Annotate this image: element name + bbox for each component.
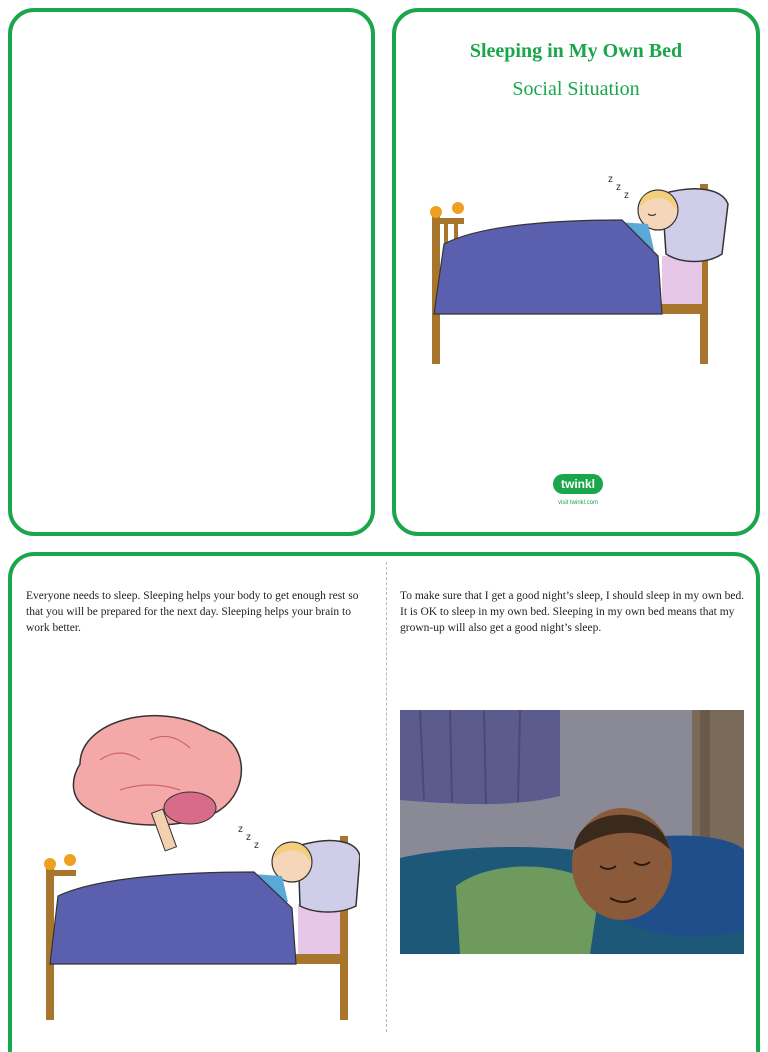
sleeping-child-bed-icon: [422, 164, 742, 368]
sleeping-boy-icon: [400, 710, 744, 954]
page-divider: [386, 562, 387, 1032]
right-page-text: To make sure that I get a good night’s sleep, I should sleep in my own bed. It is OK to sleep in my own bed. Sleeping in my own bed means that my grown-up will also get a good night’s sleep.: [400, 590, 745, 634]
svg-text:z: z: [246, 832, 251, 843]
cover-subtitle: Social Situation: [512, 78, 640, 100]
logo-caption: visit twinkl.com: [557, 500, 598, 506]
brain-and-bed-icon: [40, 700, 360, 1020]
svg-text:z: z: [608, 174, 613, 185]
svg-text:z: z: [254, 840, 259, 851]
left-page-text: Everyone needs to sleep. Sleeping helps your body to get enough rest so that you will be prepared for the next day. Sleeping helps your brain to work better.: [26, 590, 359, 634]
svg-text:z: z: [616, 182, 621, 193]
cover-title: Sleeping in My Own Bed: [469, 40, 683, 62]
twinkl-logo[interactable]: [548, 474, 608, 518]
logo-text: twinkl: [553, 474, 603, 494]
pages-card: [8, 552, 760, 1052]
svg-text:z: z: [238, 824, 243, 835]
blank-card: [8, 8, 375, 536]
cover-card: [392, 8, 760, 536]
svg-text:z: z: [624, 190, 629, 201]
